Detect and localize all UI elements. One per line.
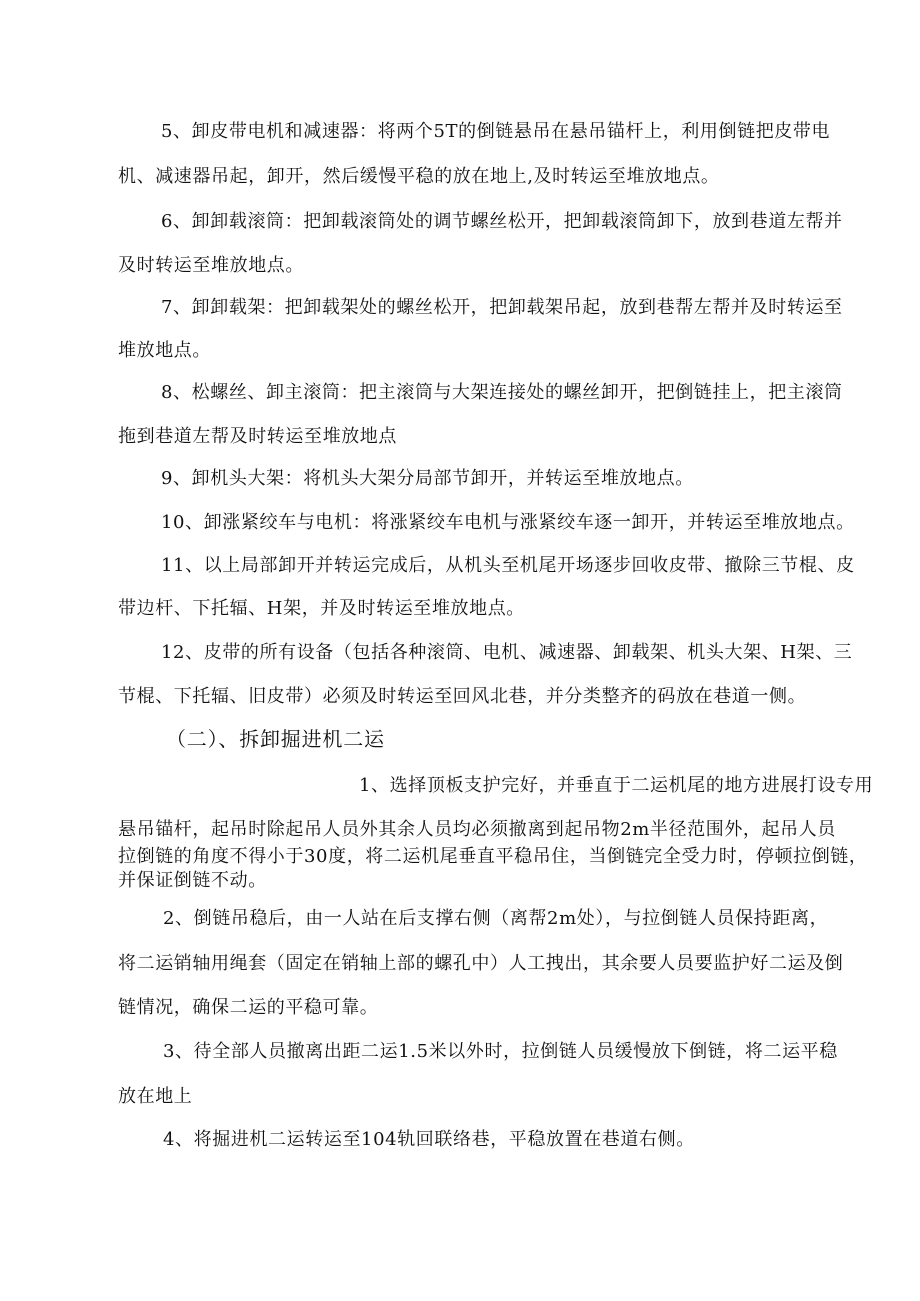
section-heading: （二）、拆卸掘进机二运 [166,727,385,751]
section-paragraph-2-line-1: 2、倒链吊稳后，由一人站在后支撑右侧（离帮2m处），与拉倒链人员保持距离， [163,908,829,929]
paragraph-12-line-1: 12、皮带的所有设备（包括各种滚筒、电机、减速器、卸载架、机头大架、H架、三 [161,642,853,663]
section-paragraph-2-line-2: 将二运销轴用绳套（固定在销轴上部的螺孔中）人工拽出，其余要人员要监护好二运及倒 [118,953,844,974]
paragraph-6-line-1: 6、卸卸载滚筒：把卸载滚筒处的调节螺丝松开，把卸载滚筒卸下，放到巷道左帮并 [161,211,843,232]
section-paragraph-1-line-3: 拉倒链的角度不得小于30度，将二运机尾垂直平稳吊住，当倒链完全受力时，停顿拉倒链， [118,846,868,867]
paragraph-11-line-2: 带边杆、下托辐、H架，并及时转运至堆放地点。 [118,598,525,619]
paragraph-6-line-2: 及时转运至堆放地点。 [118,255,304,276]
paragraph-5-line-2: 机、减速器吊起，卸开，然后缓慢平稳的放在地上,及时转运至堆放地点。 [118,166,720,187]
section-paragraph-3-line-1: 3、待全部人员撤离出距二运1.5米以外时，拉倒链人员缓慢放下倒链，将二运平稳 [163,1041,838,1062]
paragraph-12-line-2: 节棍、下托辐、旧皮带）必须及时转运至回风北巷，并分类整齐的码放在巷道一侧。 [118,686,807,707]
paragraph-10-line-1: 10、卸涨紧绞车与电机：将涨紧绞车电机与涨紧绞车逐一卸开，并转运至堆放地点。 [161,512,855,533]
paragraph-8-line-1: 8、松螺丝、卸主滚筒：把主滚筒与大架连接处的螺丝卸开，把倒链挂上，把主滚筒 [161,382,843,403]
paragraph-11-line-1: 11、以上局部卸开并转运完成后，从机头至机尾开场逐步回收皮带、撤除三节棍、皮 [161,555,855,576]
section-paragraph-1-line-2: 悬吊锚杆，起吊时除起吊人员外其余人员均必须撤离到起吊物2m半径范围外，起吊人员 [118,819,836,840]
section-paragraph-1-line-4: 并保证倒链不动。 [118,870,267,891]
section-paragraph-3-line-2: 放在地上 [118,1086,193,1107]
section-paragraph-4-line-1: 4、将掘进机二运转运至104轨回联络巷，平稳放置在巷道右侧。 [163,1129,695,1150]
section-paragraph-1-line-1: 1、选择顶板支护完好，并垂直于二运机尾的地方进展打设专用 [359,775,874,796]
paragraph-8-line-2: 拖到巷道左帮及时转运至堆放地点 [118,426,397,447]
paragraph-9-line-1: 9、卸机头大架：将机头大架分局部节卸开，并转运至堆放地点。 [161,468,694,489]
paragraph-7-line-2: 堆放地点。 [118,340,211,361]
paragraph-7-line-1: 7、卸卸载架：把卸载架处的螺丝松开，把卸载架吊起，放到巷帮左帮并及时转运至 [161,297,843,318]
section-paragraph-2-line-3: 链情况，确保二运的平稳可靠。 [118,997,379,1018]
paragraph-5-line-1: 5、卸皮带电机和减速器：将两个5T的倒链悬吊在悬吊锚杆上，利用倒链把皮带电 [161,121,831,142]
